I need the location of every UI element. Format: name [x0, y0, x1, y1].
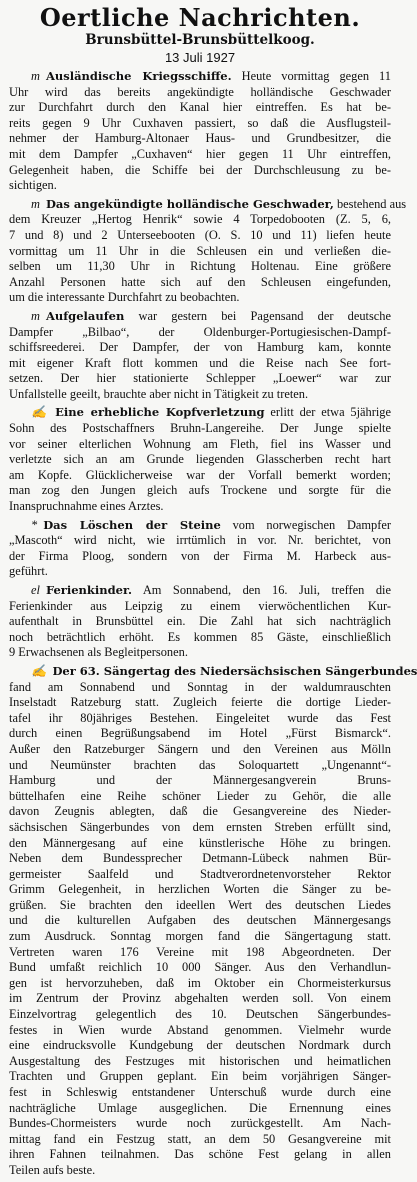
article-line: nehmer der Hamburg-Altonaer Haus- und Grundbesitzer, die — [9, 131, 391, 146]
news-article — [9, 663, 417, 1179]
article-line: schiffsreederei. Der Dampfer, der von Hamburg kam, konnte — [9, 340, 391, 355]
news-article — [9, 196, 407, 306]
article-line: noch beträchtlich erhöht. Es kommen 85 Gäste, einschließlich — [9, 629, 391, 644]
article-line: Ferienkinder aus Leipzig zu einem vierwöchentlichen Kur- — [9, 598, 391, 613]
article-line: zum Ausdruck. Sonntag morgen fand die Sängertagung statt. — [9, 929, 391, 944]
article-line: am Kopfe. Glücklicherweise war der Vorfall bemerkt worden; — [9, 467, 391, 482]
article-headline: Eine erhebliche Kopfverletzung — [55, 405, 265, 420]
news-article — [9, 518, 391, 580]
article-line: gen ist hervorzuheben, daß im Oktober ein Chormeisterkursus — [9, 975, 391, 990]
article-marker: m — [31, 196, 40, 211]
article-line: und Neumünster brachten das Soloquartett „Ungenannt“- — [9, 757, 391, 772]
article-line: reits gegen 9 Uhr Cuxhaven passiert, so daß die Ausflugsteil- — [9, 115, 391, 130]
news-article — [9, 69, 391, 194]
article-headline: Ferienkinder. — [45, 583, 132, 597]
article-line: dem Kreuzer „Hertog Henrik“ sowie 4 Torpedobooten (Z. 5, 6, — [9, 212, 391, 227]
article-line: sächsischen Sängerbundes von dem ernsten Streben erfüllt sind, — [9, 819, 391, 834]
article-headline: Das angekündigte holländische Geschwader, — [45, 196, 334, 211]
article-line: Ausgestaltung des Festzuges mit historischen und heimatlichen — [9, 1053, 391, 1068]
article-line: Neben dem Bundessprecher Detmann-Lübeck nahmen Bür- — [9, 851, 391, 866]
article-headline: Der 63. Sängertag des Niedersächsischen Sängerbundes — [52, 663, 417, 678]
article-line: den Männergesang auf eine künstlerische Höhe zu bringen. — [9, 835, 391, 850]
article-line: Außer den Ratzeburger Sängern und den Vereinen aus Mölln — [9, 741, 391, 756]
news-article — [9, 405, 391, 514]
article-line: „Mascoth“ wird nicht, wie irrtümlich in vor. Nr. berichtet, von — [9, 533, 391, 548]
article-line: fand am Sonnabend und Sonntag in der waldumrauschten — [9, 679, 391, 694]
article-line: 9 Erwachsenen als Begleitpersonen. — [9, 645, 188, 660]
article-marker: m — [31, 308, 40, 323]
article-text: erlitt der etwa 5jährige — [264, 405, 391, 420]
article-line: Teilen aufs beste. — [9, 1162, 96, 1177]
news-article — [9, 583, 391, 661]
article-line: Vertreten waren 176 Vereine mit 198 Abgeordneten. Der — [9, 944, 391, 959]
article-marker: m — [31, 69, 40, 83]
article-line: mit dem Dampfer „Cuxhaven“ hier gegen 11 Uhr eintreffen, — [9, 146, 391, 161]
article-line: Dampfer „Bilbao“, der Oldenburger-Portugiesischen-Dampf- — [9, 324, 391, 339]
article-first-line — [9, 69, 391, 85]
article-line: Trachten und Gruppen geplant. Ein beim vorjährigen Sänger- — [9, 1069, 391, 1084]
article-list — [9, 69, 417, 1182]
article-line: nachträgliche Umlage ausgeglichen. Die Ernennung eines — [9, 1100, 391, 1115]
article-line: vor seiner elterlichen Wohnung am Fleth, fiel ins Wasser und — [9, 436, 391, 451]
article-line: eine eindrucksvolle Kundgebung der deutschen Nordmark durch — [9, 1038, 391, 1053]
article-first-line — [9, 309, 391, 325]
article-first-line — [9, 583, 391, 599]
article-line: tafel ihr 80jähriges Bestehen. Eingeleitet wurde das Fest — [9, 710, 391, 725]
issue-date: 13 Juli 1927 — [164, 50, 236, 65]
article-marker: ✍ — [31, 405, 50, 420]
article-line: durch einen Begrüßungsabend im Hotel „Fürst Bismarck“. — [9, 726, 391, 741]
article-line: Inanspruchnahme eines Arztes. — [9, 499, 164, 514]
news-article — [9, 309, 391, 403]
article-text: war gestern bei Pagensand der deutsche — [124, 308, 391, 323]
article-marker: ✍ — [31, 663, 47, 678]
article-marker: el — [31, 583, 40, 597]
article-first-line — [9, 518, 391, 534]
article-line: man zog den Jungen gleich aufs Trockene und sorgte für die — [9, 483, 391, 498]
article-line: der Firma Ploog, sondern von der Firma M. Harbeck aus- — [9, 548, 391, 563]
article-line: festes in Wien wurde Abstand genommen. Vielmehr wurde — [9, 1022, 391, 1037]
article-line: Sohn des Postschaffners Bruhn-Langereihe. Der Junge spielte — [9, 421, 391, 436]
article-text: Heute vormittag gegen 11 — [231, 69, 391, 83]
article-headline: Das Löschen der Steine — [43, 517, 221, 532]
article-line: zur Durchfahrt durch den Kanal hier eintreffen. Es hat be- — [9, 100, 391, 115]
article-gap — [9, 1179, 391, 1182]
article-line: um die interessante Durchfahrt zu beobachten. — [9, 290, 240, 305]
article-line: Inselstadt Ratzeburg statt. Zugleich feierte die dortige Lieder- — [9, 695, 391, 710]
article-headline: Ausländische Kriegsschiffe. — [45, 69, 232, 83]
article-line: und die kulturellen Aufgaben des deutschen Männergesangs — [9, 913, 391, 928]
location-subtitle: Brunsbüttel-Brunsbüttelkoog. — [85, 32, 315, 48]
article-line: 7 und 8) und 2 Unterseebooten (O. S. 10 und 11) liefen heute — [9, 227, 391, 242]
article-line: Unfallstelle geeilt, brauchte aber nicht in Tätigkeit zu treten. — [9, 386, 309, 401]
article-line: mit eigener Kraft flott kommen und die Reise nach See fort- — [9, 355, 391, 370]
article-text: vom norwegischen Dampfer — [220, 517, 392, 532]
article-line: Anzahl Personen hatte sich auf den Schleusen eingefunden, — [9, 274, 391, 289]
article-first-line — [9, 663, 417, 680]
article-line: geführt. — [9, 564, 48, 579]
article-line: aufenthalt in Brunsbüttel ein. Die Zahl hat sich nachträglich — [9, 614, 391, 629]
article-line: Bund umfaßt reichlich 10 000 Sänger. Aus den Verhandlun- — [9, 960, 391, 975]
article-line: selben um 11,30 Uhr in Richtung Holtenau. Eine größere — [9, 259, 391, 274]
section-title: Oertliche Nachrichten. — [39, 3, 361, 32]
article-text: Am Sonnabend, den 16. Juli, treffen die — [131, 583, 391, 597]
article-line: germeister Saalfeld und Stadtverordnetenvorsteher Rektor — [9, 866, 391, 881]
article-line: im Zentrum der Provinz abgehalten werden soll. Von einem — [9, 991, 391, 1006]
article-line: Bundes-Chormeisters wurde noch zurückgestellt. Am Nach- — [9, 1116, 391, 1131]
article-line: Hamburg und der Männergesangverein Bruns- — [9, 773, 391, 788]
article-line: verletzte sich an am Grunde liegenden Glasscherben recht hart — [9, 452, 391, 467]
article-marker: * — [31, 517, 38, 532]
article-text: bestehend aus — [333, 196, 407, 211]
article-line: Uhr wird das bereits angekündigte holländische Geschwader — [9, 84, 391, 99]
article-line: Einzelvortrag gelegentlich des 10. Deutschen Sängerbundes- — [9, 1007, 391, 1022]
article-line: davon Zeugnis ablegten, daß die Gesangvereine des Nieder- — [9, 804, 391, 819]
article-line: setzen. Der hier stationierte Schlepper „Loewer“ war zur — [9, 371, 391, 386]
article-first-line — [9, 405, 391, 421]
article-line: fest in Schleswig entstandener Unterschuß wurde durch eine — [9, 1085, 391, 1099]
article-headline: Aufgelaufen — [45, 308, 125, 323]
article-first-line — [9, 196, 407, 213]
article-line: mittag fand ein Festzug statt, an dem 50 Gesangvereine mit — [9, 1131, 391, 1146]
article-line: vormittag um 11 Uhr in die Schleusen ein und verließen die- — [9, 243, 391, 258]
article-line: büttelhafen eine Reihe schöner Lieder zu Gehör, die alle — [9, 788, 391, 803]
article-line: ihren Fahnen teilnahmen. Das schöne Fest gelang in allen — [9, 1147, 391, 1162]
article-line: sichtigen. — [9, 178, 57, 193]
article-line: Grimm Gelegenheit, in herzlichen Worten die Sänger zu be- — [9, 882, 391, 897]
article-line: Gelegenheit haben, die Schiffe bei der Durchschleusung zu be- — [9, 162, 391, 177]
masthead — [9, 4, 391, 67]
article-line: grüßen. Sie brachten den ideellen Wert des deutschen Liedes — [9, 897, 391, 912]
